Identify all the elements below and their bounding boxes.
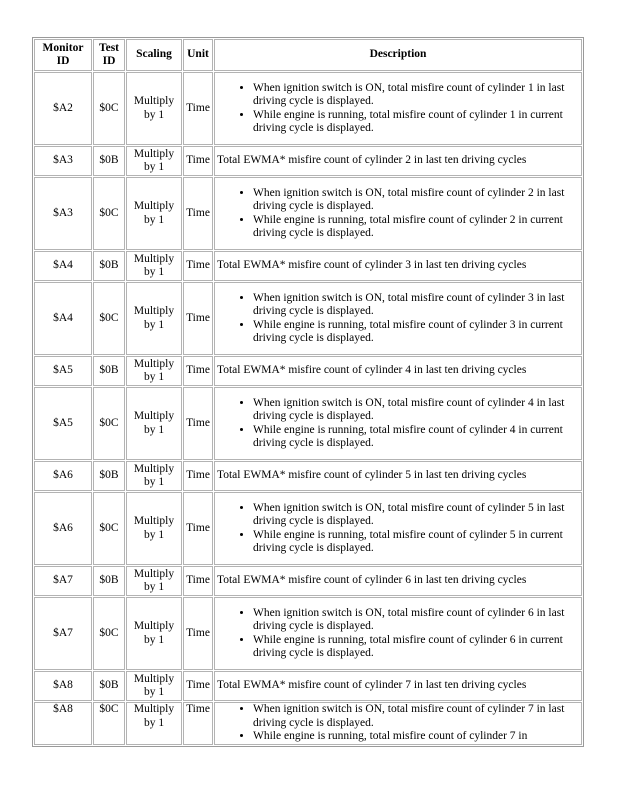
description-bullet-list — [217, 187, 579, 241]
table-row — [34, 461, 582, 491]
test-id-cell: $0C — [93, 387, 125, 460]
description-bullet: • While engine is running, total misfire count of cylinder 7 in — [253, 730, 579, 744]
description-bullet-list — [217, 502, 579, 556]
scaling-cell: Multiply by 1 — [126, 702, 182, 745]
monitor-id-cell: $A5 — [34, 387, 92, 460]
test-id-cell: $0C — [93, 492, 125, 565]
monitor-id-cell: $A7 — [34, 566, 92, 596]
monitor-id-cell: $A6 — [34, 461, 92, 491]
description-bullet: • While engine is running, total misfire count of cylinder 5 in current driving cycle is displayed. — [253, 529, 579, 556]
monitor-id-cell: $A6 — [34, 492, 92, 565]
header-unit: Unit — [183, 39, 213, 71]
description-cell — [214, 597, 582, 670]
table-row — [34, 387, 582, 460]
table-row — [34, 356, 582, 386]
description-bullet: • When ignition switch is ON, total misfire count of cylinder 5 in last driving cycle is displayed. — [253, 502, 579, 529]
description-cell — [214, 72, 582, 145]
monitor-table — [32, 37, 584, 747]
table-row — [34, 702, 582, 745]
test-id-cell: $0B — [93, 356, 125, 386]
table-row — [34, 282, 582, 355]
test-id-cell: $0C — [93, 702, 125, 745]
unit-cell: Time — [183, 251, 213, 281]
description-bullet: • While engine is running, total misfire count of cylinder 2 in current driving cycle is displayed. — [253, 214, 579, 241]
table-body — [34, 72, 582, 745]
description-bullet-list — [217, 292, 579, 346]
description-cell — [214, 282, 582, 355]
table-row — [34, 566, 582, 596]
description-bullet-list — [217, 82, 579, 136]
unit-cell: Time — [183, 146, 213, 176]
description-bullet: • When ignition switch is ON, total misfire count of cylinder 2 in last driving cycle is displayed. — [253, 187, 579, 214]
scaling-cell: Multiply by 1 — [126, 461, 182, 491]
unit-cell: Time — [183, 387, 213, 460]
description-bullet-list — [217, 703, 579, 744]
monitor-id-cell: $A4 — [34, 251, 92, 281]
monitor-id-cell: $A8 — [34, 702, 92, 745]
test-id-cell: $0C — [93, 177, 125, 250]
monitor-id-cell: $A3 — [34, 177, 92, 250]
scaling-cell: Multiply by 1 — [126, 671, 182, 701]
scaling-cell: Multiply by 1 — [126, 566, 182, 596]
unit-cell: Time — [183, 597, 213, 670]
unit-cell: Time — [183, 282, 213, 355]
description-bullet: • While engine is running, total misfire count of cylinder 4 in current driving cycle is displayed. — [253, 424, 579, 451]
scaling-cell: Multiply by 1 — [126, 177, 182, 250]
description-cell: Total EWMA* misfire count of cylinder 6 in last ten driving cycles — [214, 566, 582, 596]
unit-cell: Time — [183, 72, 213, 145]
description-bullet: • While engine is running, total misfire count of cylinder 3 in current driving cycle is displayed. — [253, 319, 579, 346]
unit-cell: Time — [183, 177, 213, 250]
description-bullet: • While engine is running, total misfire count of cylinder 6 in current driving cycle is displayed. — [253, 634, 579, 661]
scaling-cell: Multiply by 1 — [126, 251, 182, 281]
test-id-cell: $0B — [93, 566, 125, 596]
monitor-id-cell: $A4 — [34, 282, 92, 355]
table-row — [34, 72, 582, 145]
table-row — [34, 146, 582, 176]
test-id-cell: $0B — [93, 251, 125, 281]
description-bullet: • When ignition switch is ON, total misfire count of cylinder 1 in last driving cycle is displayed. — [253, 82, 579, 109]
description-cell: Total EWMA* misfire count of cylinder 7 in last ten driving cycles — [214, 671, 582, 701]
test-id-cell: $0C — [93, 282, 125, 355]
description-bullet: • While engine is running, total misfire count of cylinder 1 in current driving cycle is displayed. — [253, 109, 579, 136]
test-id-cell: $0B — [93, 461, 125, 491]
scaling-cell: Multiply by 1 — [126, 597, 182, 670]
header-test-id: Test ID — [93, 39, 125, 71]
scaling-cell: Multiply by 1 — [126, 387, 182, 460]
scaling-cell: Multiply by 1 — [126, 146, 182, 176]
description-bullet-list — [217, 397, 579, 451]
description-cell: Total EWMA* misfire count of cylinder 4 in last ten driving cycles — [214, 356, 582, 386]
description-cell — [214, 387, 582, 460]
unit-cell: Time — [183, 566, 213, 596]
unit-cell: Time — [183, 702, 213, 745]
header-scaling: Scaling — [126, 39, 182, 71]
description-cell — [214, 702, 582, 745]
description-bullet-list — [217, 607, 579, 661]
description-cell: Total EWMA* misfire count of cylinder 5 in last ten driving cycles — [214, 461, 582, 491]
description-cell: Total EWMA* misfire count of cylinder 2 in last ten driving cycles — [214, 146, 582, 176]
table-row — [34, 177, 582, 250]
unit-cell: Time — [183, 356, 213, 386]
test-id-cell: $0B — [93, 671, 125, 701]
monitor-id-cell: $A5 — [34, 356, 92, 386]
monitor-id-cell: $A3 — [34, 146, 92, 176]
description-cell — [214, 177, 582, 250]
test-id-cell: $0B — [93, 146, 125, 176]
monitor-id-cell: $A2 — [34, 72, 92, 145]
table-row — [34, 251, 582, 281]
description-bullet: • When ignition switch is ON, total misfire count of cylinder 3 in last driving cycle is displayed. — [253, 292, 579, 319]
scaling-cell: Multiply by 1 — [126, 492, 182, 565]
description-cell: Total EWMA* misfire count of cylinder 3 in last ten driving cycles — [214, 251, 582, 281]
unit-cell: Time — [183, 492, 213, 565]
unit-cell: Time — [183, 461, 213, 491]
table-row — [34, 492, 582, 565]
table-header-row — [34, 39, 582, 71]
description-bullet: • When ignition switch is ON, total misfire count of cylinder 7 in last driving cycle is displayed. — [253, 703, 579, 730]
test-id-cell: $0C — [93, 72, 125, 145]
document-page — [32, 37, 584, 747]
table-row — [34, 597, 582, 670]
scaling-cell: Multiply by 1 — [126, 356, 182, 386]
test-id-cell: $0C — [93, 597, 125, 670]
monitor-id-cell: $A8 — [34, 671, 92, 701]
description-cell — [214, 492, 582, 565]
scaling-cell: Multiply by 1 — [126, 72, 182, 145]
monitor-id-cell: $A7 — [34, 597, 92, 670]
header-description: Description — [214, 39, 582, 71]
header-monitor-id: Monitor ID — [34, 39, 92, 71]
table-row — [34, 671, 582, 701]
scaling-cell: Multiply by 1 — [126, 282, 182, 355]
unit-cell: Time — [183, 671, 213, 701]
description-bullet: • When ignition switch is ON, total misfire count of cylinder 6 in last driving cycle is displayed. — [253, 607, 579, 634]
description-bullet: • When ignition switch is ON, total misfire count of cylinder 4 in last driving cycle is displayed. — [253, 397, 579, 424]
